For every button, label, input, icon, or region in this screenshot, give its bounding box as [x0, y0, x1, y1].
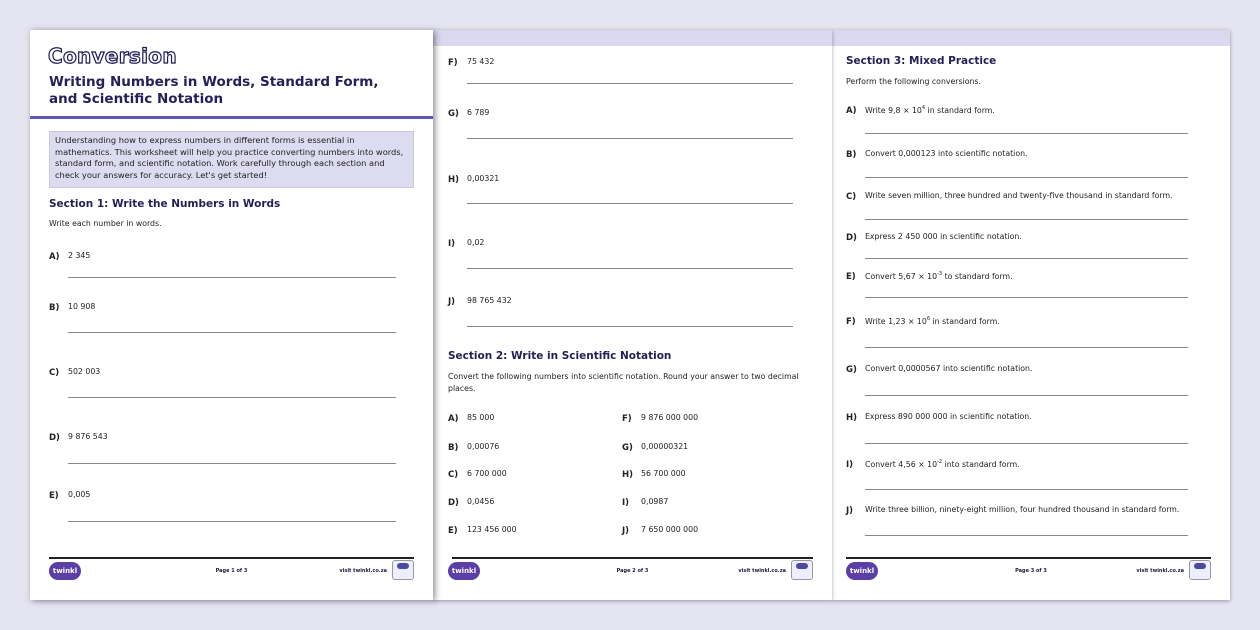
twinkl-logo: twinkl: [846, 562, 878, 580]
answer-line[interactable]: [467, 268, 793, 269]
question-label: J): [846, 506, 854, 516]
question-label: H): [448, 175, 459, 185]
question-text: [865, 505, 1179, 514]
grid-number: 9 876 000 000: [641, 413, 699, 422]
question-text-main: Convert 5,67 × 10: [865, 272, 938, 281]
answer-line[interactable]: [68, 463, 396, 464]
question-text: [865, 105, 995, 115]
question-text: [865, 412, 1032, 421]
question-number: 6 789: [467, 108, 490, 117]
exponent: 6: [926, 316, 931, 322]
answer-line[interactable]: [68, 521, 396, 522]
question-text-main: Convert 0,0000567 into scientific notation.: [865, 364, 1033, 373]
answer-line[interactable]: [865, 177, 1188, 178]
grid-label: D): [448, 498, 459, 508]
grid-label: A): [448, 414, 459, 424]
twinkl-logo: twinkl: [448, 562, 480, 580]
answer-line[interactable]: [865, 347, 1188, 348]
section-1-instruction: Write each number in words.: [49, 219, 162, 228]
answer-line[interactable]: [865, 535, 1188, 536]
section-2-instruction: Convert the following numbers into scientific notation. Round your answer to two decimal places.: [448, 372, 799, 393]
grid-label: E): [448, 526, 458, 536]
grid-label: B): [448, 443, 459, 453]
question-label: A): [846, 106, 857, 116]
answer-line[interactable]: [68, 332, 396, 333]
question-text: [865, 232, 1022, 241]
question-label: D): [846, 233, 857, 243]
grid-number: 0,00076: [467, 442, 500, 451]
question-text-end: in standard form.: [930, 317, 1000, 326]
question-label: D): [49, 433, 60, 443]
page-number: Page 1 of 3: [215, 568, 248, 574]
question-number: 98 765 432: [467, 296, 512, 305]
question-text-end: in standard form.: [925, 106, 995, 115]
quality-badge-icon: [1189, 560, 1211, 580]
grid-number: 6 700 000: [467, 469, 507, 478]
quality-badge-icon: [791, 560, 813, 580]
grid-label: H): [622, 470, 633, 480]
question-text-main: Write 1,23 × 10: [865, 317, 927, 326]
answer-line[interactable]: [68, 397, 396, 398]
grid-number: 0,0987: [641, 497, 669, 506]
section-3-instruction: Perform the following conversions.: [846, 77, 981, 86]
question-text-main: Convert 0,000123 into scientific notation.: [865, 149, 1028, 158]
answer-line[interactable]: [467, 138, 793, 139]
answer-line[interactable]: [68, 277, 396, 278]
page-number: Page 3 of 3: [1015, 568, 1047, 574]
question-label: I): [448, 239, 456, 249]
section-3-title: Section 3: Mixed Practice: [846, 55, 997, 67]
page-top-bar: [433, 30, 832, 46]
question-label: E): [49, 491, 59, 501]
question-text-main: Express 890 000 000 in scientific notation.: [865, 412, 1032, 421]
question-label: H): [846, 413, 857, 423]
answer-line[interactable]: [865, 395, 1188, 396]
visit-link: visit twinkl.co.za: [1136, 568, 1184, 574]
question-label: G): [448, 109, 459, 119]
header-rule: [30, 116, 433, 119]
question-text-main: Write 9,8 × 10: [865, 106, 922, 115]
twinkl-logo: twinkl: [49, 562, 81, 580]
question-label: F): [448, 58, 458, 68]
grid-label: F): [622, 414, 632, 424]
question-label: B): [846, 150, 857, 160]
answer-line[interactable]: [865, 443, 1188, 444]
grid-number: 123 456 000: [467, 525, 517, 534]
exponent: -2: [937, 459, 943, 465]
question-number: 0,00321: [467, 174, 500, 183]
question-label: F): [846, 317, 856, 327]
question-text: [865, 149, 1028, 158]
question-text-main: Convert 4,56 × 10: [865, 460, 938, 469]
answer-line[interactable]: [865, 297, 1188, 298]
question-text: [865, 459, 1020, 469]
answer-line[interactable]: [865, 258, 1188, 259]
question-text: [865, 191, 1173, 200]
footer-rule: [846, 557, 1211, 559]
question-label: C): [846, 192, 857, 202]
exponent: 4: [921, 105, 926, 111]
question-number: 2 345: [68, 251, 91, 260]
visit-link: visit twinkl.co.za: [339, 568, 387, 574]
question-label: E): [846, 272, 856, 282]
grid-label: C): [448, 470, 459, 480]
page-number: Page 2 of 3: [616, 568, 649, 574]
section-2-title: Section 2: Write in Scientific Notation: [448, 350, 672, 362]
grid-number: 0,0456: [467, 497, 495, 506]
question-number: 75 432: [467, 57, 495, 66]
question-text: [865, 271, 1013, 281]
answer-line[interactable]: [865, 489, 1188, 490]
question-number: 9 876 543: [68, 432, 108, 441]
worksheet-subtitle: Writing Numbers in Words, Standard Form, and Scientific Notation: [49, 74, 379, 107]
question-text-end: into standard form.: [942, 460, 1020, 469]
grid-label: I): [622, 498, 630, 508]
question-number: 10 908: [68, 302, 96, 311]
grid-number: 56 700 000: [641, 469, 686, 478]
grid-number: 7 650 000 000: [641, 525, 699, 534]
page-top-bar: [832, 30, 1230, 46]
question-text: [865, 316, 1000, 326]
question-label: B): [49, 303, 60, 313]
question-label: I): [846, 460, 854, 470]
exponent: -3: [937, 271, 943, 277]
intro-box: Understanding how to express numbers in different forms is essential in mathematics. This worksheet will help you practice converting numbers into words, standard form, and scientific notation. Work carefully through each section and check your answers for accuracy. Let's get started!: [49, 131, 414, 188]
question-label: J): [448, 297, 456, 307]
footer-rule: [452, 557, 813, 559]
question-number: 502 003: [68, 367, 101, 376]
question-number: 0,02: [467, 238, 485, 247]
worksheet-title: Conversion: [48, 44, 177, 68]
quality-badge-icon: [392, 560, 414, 580]
answer-line[interactable]: [467, 326, 793, 327]
section-1-title: Section 1: Write the Numbers in Words: [49, 198, 281, 210]
worksheet-page-1: [30, 30, 433, 600]
question-text-main: Write seven million, three hundred and twenty-five thousand in standard form.: [865, 191, 1173, 200]
visit-link: visit twinkl.co.za: [738, 568, 786, 574]
worksheet-page-2: [433, 30, 832, 600]
question-text-main: Write three billion, ninety-eight million, four hundred thousand in standard form.: [865, 505, 1180, 514]
question-label: C): [49, 368, 60, 378]
answer-line[interactable]: [865, 133, 1188, 134]
question-text-main: Express 2 450 000 in scientific notation.: [865, 232, 1022, 241]
grid-number: 85 000: [467, 413, 495, 422]
footer-rule: [49, 557, 414, 559]
question-label: G): [846, 365, 857, 375]
question-number: 0,005: [68, 490, 91, 499]
question-text-end: to standard form.: [942, 272, 1013, 281]
question-text: [865, 364, 1032, 373]
question-label: A): [49, 252, 60, 262]
grid-label: G): [622, 443, 633, 453]
grid-number: 0,00000321: [641, 442, 689, 451]
answer-line[interactable]: [467, 83, 793, 84]
answer-line[interactable]: [865, 219, 1188, 220]
worksheet-page-3: [832, 30, 1230, 600]
grid-label: J): [622, 526, 630, 536]
answer-line[interactable]: [467, 203, 793, 204]
